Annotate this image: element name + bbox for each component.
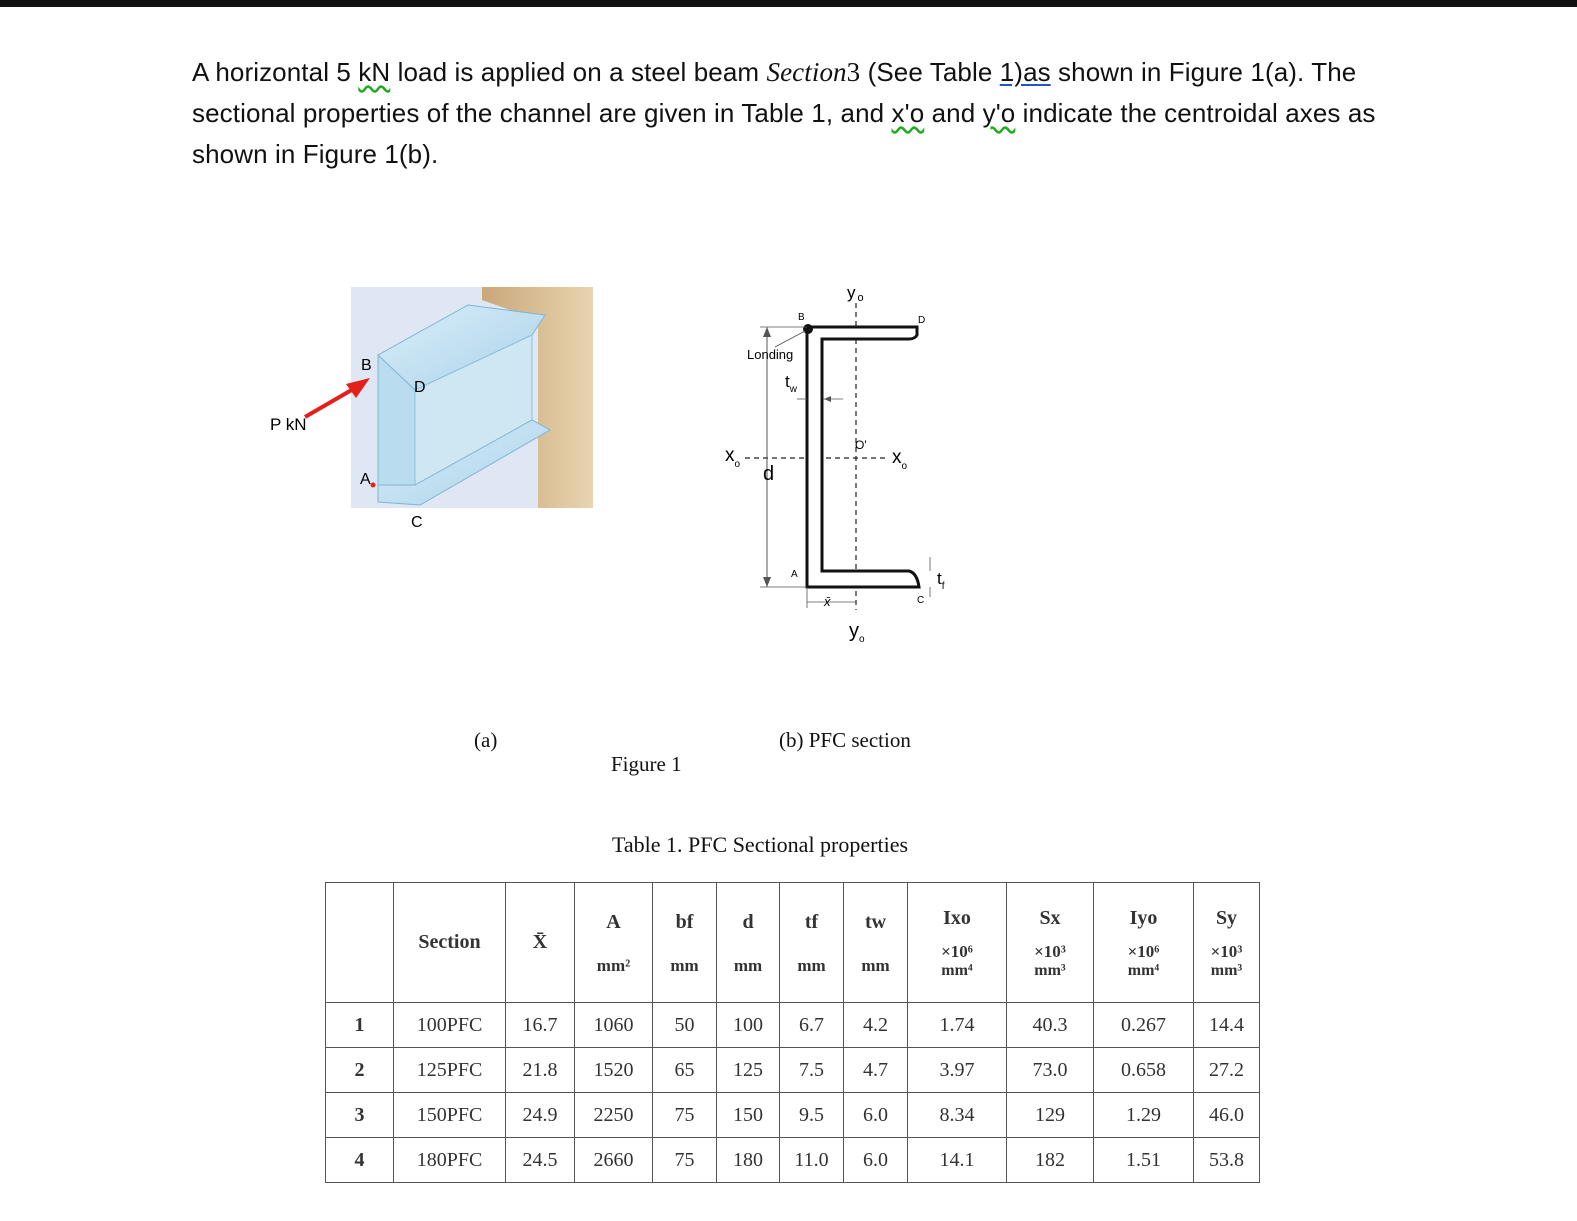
table-cell: 6.0: [844, 1093, 908, 1138]
load-label: P kN: [270, 415, 307, 434]
table-header-row: [326, 883, 1260, 1003]
table-row: [326, 1138, 1260, 1183]
header-cell-sy: Sy ×10³ mm³: [1194, 883, 1260, 1003]
table-cell: 46.0: [1194, 1093, 1260, 1138]
problem-statement: [192, 52, 1452, 175]
header-cell-d: d mm: [717, 883, 780, 1003]
row-number-cell: 2: [326, 1048, 394, 1093]
header-cell-tw: tw mm: [844, 883, 908, 1003]
table-cell: 125PFC: [394, 1048, 506, 1093]
row-number-cell: 3: [326, 1093, 394, 1138]
table-cell: 14.4: [1194, 1003, 1260, 1048]
table-cell: 27.2: [1194, 1048, 1260, 1093]
point-a-label: A: [791, 569, 798, 580]
table-cell: 1520: [575, 1048, 653, 1093]
table-cell: 4.7: [844, 1048, 908, 1093]
point-a-label: A: [360, 471, 371, 488]
table-row: [326, 1048, 1260, 1093]
header-cell-ixo: Ixo ×10⁶ mm⁴: [908, 883, 1007, 1003]
table-cell: 24.5: [506, 1138, 575, 1183]
loading-label: Londing: [747, 347, 794, 362]
table-cell: 1.29: [1094, 1093, 1194, 1138]
figure-a-caption: (a): [474, 728, 498, 752]
table-cell: 75: [653, 1138, 717, 1183]
table-cell: 65: [653, 1048, 717, 1093]
table-cell: 50: [653, 1003, 717, 1048]
top-rule: [0, 0, 1577, 7]
text-span: and: [924, 98, 983, 128]
table-cell: 11.0: [780, 1138, 844, 1183]
tw-arrowhead: [824, 396, 831, 402]
point-a-marker: [371, 483, 376, 488]
point-c-label: C: [411, 514, 423, 531]
table-cell: 3.97: [908, 1048, 1007, 1093]
loading-leader: [775, 331, 805, 347]
table-cell: 100: [717, 1003, 780, 1048]
table-cell: 180PFC: [394, 1138, 506, 1183]
table-cell: 9.5: [780, 1093, 844, 1138]
figure-b-caption: (b) PFC section: [779, 728, 911, 752]
table-cell: 75: [653, 1093, 717, 1138]
table-cell: 8.34: [908, 1093, 1007, 1138]
header-cell-section: Section: [394, 883, 506, 1003]
table-row: [326, 1003, 1260, 1048]
d-arrow-top: [763, 327, 771, 337]
row-number-cell: 1: [326, 1003, 394, 1048]
table-cell: 2660: [575, 1138, 653, 1183]
table-caption: Table 1. PFC Sectional properties: [612, 832, 909, 857]
section-number: 3: [846, 57, 861, 87]
xbar-label: x̄: [824, 594, 831, 609]
header-cell-area: A mm²: [575, 883, 653, 1003]
table-cell: 16.7: [506, 1003, 575, 1048]
text-span: indicate the centroidal axes as shown in Figure 1(b).: [192, 98, 1376, 169]
xo-left-label: $x_o$: [725, 445, 741, 470]
point-c-label: C: [917, 595, 925, 606]
d-arrow-bottom: [763, 577, 771, 587]
point-d-label: D: [414, 379, 426, 396]
header-cell-iyo: Iyo ×10⁶ mm⁴: [1094, 883, 1194, 1003]
table-cell: 21.8: [506, 1048, 575, 1093]
point-d-label: D: [918, 315, 926, 326]
table-cell: 7.5: [780, 1048, 844, 1093]
point-b-label: B: [361, 357, 372, 374]
section-ref: Section: [766, 57, 847, 87]
channel-outline: [807, 327, 919, 587]
d-label: d: [763, 463, 775, 485]
yo-top-label: yo: [847, 283, 864, 304]
table-cell: 0.658: [1094, 1048, 1194, 1093]
header-cell-sx: Sx ×10³ mm³: [1007, 883, 1094, 1003]
table-cell: 6.0: [844, 1138, 908, 1183]
table-cell: 14.1: [908, 1138, 1007, 1183]
yo-bottom-label: $y_o$: [849, 620, 865, 645]
header-cell-index: [326, 883, 394, 1003]
table-cell: 24.9: [506, 1093, 575, 1138]
text-span: (See Table: [860, 57, 1000, 87]
table-cell: 125: [717, 1048, 780, 1093]
table-cell: 0.267: [1094, 1003, 1194, 1048]
o-prime-label: O': [855, 438, 867, 452]
row-number-cell: 4: [326, 1138, 394, 1183]
table-cell: 2250: [575, 1093, 653, 1138]
point-b-label: B: [798, 312, 805, 323]
tf-label: $t_f$: [937, 569, 945, 592]
axis-xo: x'o: [891, 98, 925, 128]
table-cell: 1.51: [1094, 1138, 1194, 1183]
table-cell: 4.2: [844, 1003, 908, 1048]
load-arrow-shaft: [305, 388, 355, 417]
header-cell-xbar: X̄: [506, 883, 575, 1003]
text-span: A horizontal 5: [192, 57, 359, 87]
tw-label: $t_w$: [785, 372, 797, 395]
table-cell: 40.3: [1007, 1003, 1094, 1048]
properties-table: [325, 882, 1260, 1183]
table-cell: 129: [1007, 1093, 1094, 1138]
table-cell: 150: [717, 1093, 780, 1138]
figure-b-pfc-section: [715, 275, 975, 655]
axis-yo: y'o: [982, 98, 1016, 128]
table-cell: 53.8: [1194, 1138, 1260, 1183]
header-cell-bf: bf mm: [653, 883, 717, 1003]
text-span: load is applied on a steel beam: [390, 57, 767, 87]
table-row: [326, 1093, 1260, 1138]
table-cell: 73.0: [1007, 1048, 1094, 1093]
figure-caption: Figure 1: [611, 752, 682, 776]
table-cell: 180: [717, 1138, 780, 1183]
table-cell: 100PFC: [394, 1003, 506, 1048]
text-span: kN: [358, 57, 391, 87]
table-cell: 1060: [575, 1003, 653, 1048]
text-span: shown in Figure 1(a). The sectional properties of the channel are given in Table 1, and: [192, 57, 1357, 128]
xo-right-label: $x_o$: [892, 447, 908, 472]
point-b-dot: [803, 324, 813, 334]
table-ref: 1)as: [999, 57, 1051, 87]
table-cell: 6.7: [780, 1003, 844, 1048]
header-cell-tf: tf mm: [780, 883, 844, 1003]
figure-a-channel-illustration: [260, 280, 620, 540]
table-body: [326, 1003, 1260, 1183]
table-cell: 150PFC: [394, 1093, 506, 1138]
table-cell: 1.74: [908, 1003, 1007, 1048]
table-cell: 182: [1007, 1138, 1094, 1183]
